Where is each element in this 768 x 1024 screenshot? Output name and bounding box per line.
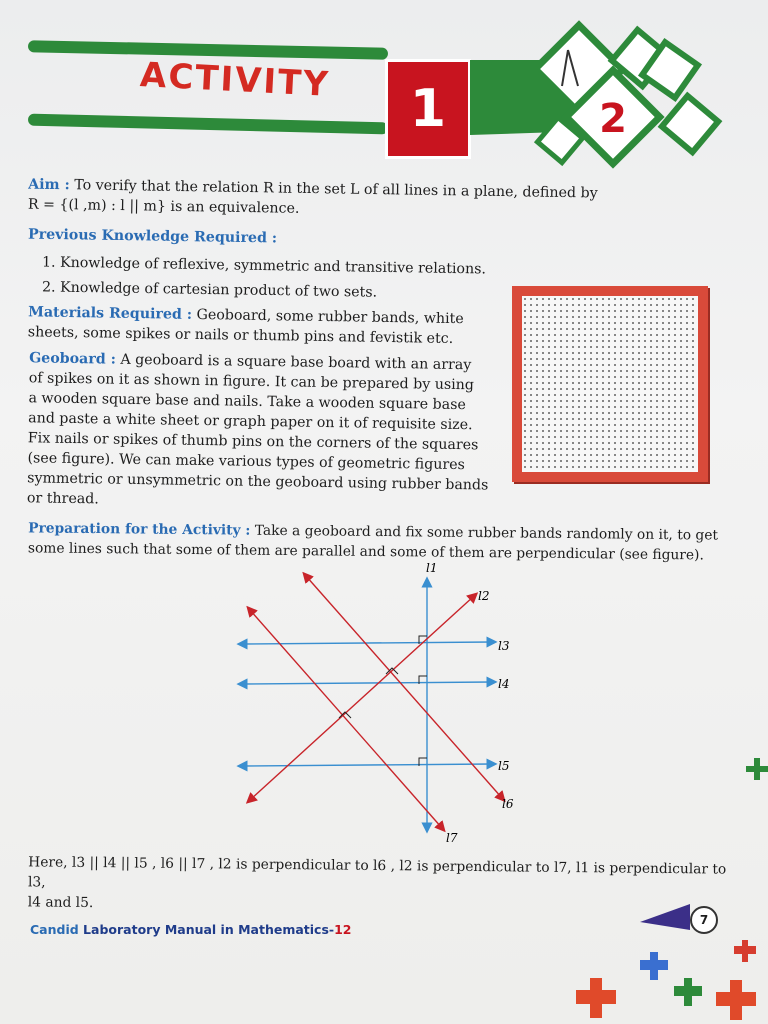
side-plus-icon	[740, 756, 768, 786]
puzzle-piece-icon	[674, 978, 702, 1006]
preparation-line-1: Take a geoboard and fix some rubber bands randomly on it, to get	[254, 522, 719, 544]
label-l3: l3	[498, 639, 510, 653]
label-l5: l5	[498, 759, 510, 773]
activity-number: 1	[388, 62, 468, 156]
geoboard-line-5: Fix nails or spikes of thumb pins on the corners of the squares	[27, 430, 479, 454]
geoboard-line-7: symmetric or unsymmetric on the geoboard using rubber bands	[27, 470, 489, 494]
header-decoration	[470, 20, 760, 180]
preparation-label: Preparation for the Activity :	[28, 520, 251, 539]
puzzle-piece-icon	[640, 952, 668, 980]
footer-brand: Candid	[30, 922, 79, 937]
puzzle-decoration	[556, 940, 768, 1024]
conclusion-section	[28, 852, 729, 919]
knowledge-item-1: 1. Knowledge of reflexive, symmetric and transitive relations.	[41, 254, 487, 278]
knowledge-item-2: 2. Knowledge of cartesian product of two sets.	[41, 279, 378, 301]
label-l7: l7	[446, 831, 458, 845]
geoboard-line-4: and paste a white sheet or graph paper on it of requisite size.	[28, 410, 473, 434]
badge-number: 2	[599, 96, 627, 142]
geoboard-line-8: or thread.	[26, 490, 99, 508]
materials-label: Materials Required :	[28, 304, 193, 323]
materials-section	[28, 302, 499, 349]
aim-text-2: R = {(l ,m) : l || m} is an equivalence.	[27, 196, 300, 217]
geoboard-line-3: a wooden square base and nails. Take a wooden square base	[28, 390, 466, 414]
activity-title: ACTIVITY	[139, 55, 331, 105]
geoboard-spike-grid	[522, 296, 698, 472]
geoboard-figure	[512, 286, 708, 482]
line-l5	[242, 764, 492, 766]
conclusion-line-2: l4 and l5.	[27, 894, 94, 912]
materials-line-1: Geoboard, some rubber bands, white	[196, 306, 464, 328]
conclusion-line-1: Here, l3 || l4 || l5 , l6 || l7 , l2 is perpendicular to l6 , l2 is perpendicular to l7, l1 is perpendicular to l3,	[27, 854, 727, 891]
line-l4	[242, 682, 492, 684]
label-l2: l2	[478, 589, 490, 603]
scissors-tile-icon	[662, 96, 718, 152]
footer-title: Laboratory Manual in Mathematics-	[78, 922, 335, 937]
aim-label: Aim :	[28, 176, 70, 194]
footer-text	[30, 922, 352, 937]
puzzle-piece-icon	[576, 978, 616, 1018]
geoboard-line-1: A geoboard is a square base board with an array	[120, 351, 472, 374]
previous-knowledge-heading: Previous Knowledge Required :	[27, 226, 278, 247]
geoboard-section	[27, 348, 504, 515]
page-number: 7	[690, 906, 718, 934]
puzzle-piece-icon	[734, 940, 756, 962]
materials-line-2: sheets, some spikes or nails or thumb pins and fevistik etc.	[27, 324, 454, 347]
geoboard-line-6: (see figure). We can make various types of geometric figures	[27, 450, 466, 474]
label-l6: l6	[502, 797, 514, 811]
preparation-section	[28, 518, 728, 565]
geoboard-line-2: of spikes on it as shown in figure. It can be prepared by using	[28, 370, 475, 394]
preparation-line-2: some lines such that some of them are parallel and some of them are perpendicular (see figure).	[27, 540, 704, 564]
header-band-bottom	[28, 114, 388, 135]
label-l4: l4	[498, 677, 510, 691]
lines-figure	[230, 560, 530, 850]
label-l1: l1	[426, 561, 438, 575]
footer-class: 12	[334, 922, 352, 937]
aim-text: To verify that the relation R in the set L of all lines in a plane, defined by	[74, 177, 598, 202]
puzzle-piece-icon	[716, 980, 756, 1020]
line-l2	[250, 596, 474, 800]
aim-section	[28, 175, 719, 226]
geoboard-label: Geoboard :	[29, 350, 117, 368]
header-band-top	[28, 40, 388, 60]
